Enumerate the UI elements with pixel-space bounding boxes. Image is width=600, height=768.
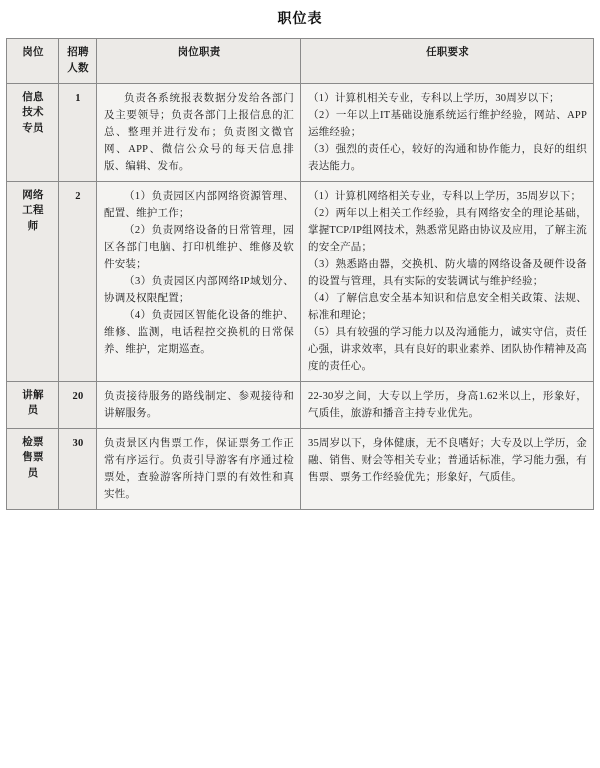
requirement-item: （4）了解信息安全基本知识和信息安全相关政策、法规、标准和理论； xyxy=(308,292,587,321)
cell-requirements xyxy=(301,181,594,381)
position-line-3: 专员 xyxy=(22,123,44,134)
requirement-item: 35周岁以下，身体健康，无不良嗜好；大专及以上学历，金融、销售、财会等相关专业；普通话标准，学习能力强，有售票、票务工作经验优先；形象好，气质佳。 xyxy=(308,437,587,483)
table-row xyxy=(7,428,594,509)
table-header-row xyxy=(7,39,594,84)
column-header-headcount xyxy=(59,39,97,84)
column-header-position xyxy=(7,39,59,84)
cell-requirements xyxy=(301,381,594,428)
requirement-item: （1）计算机相关专业，专科以上学历，30周岁以下； xyxy=(308,92,560,104)
page-title: 职位表 xyxy=(277,12,323,27)
cell-position xyxy=(7,381,59,428)
requirement-item: （2）两年以上相关工作经验，具有网络安全的理论基础，掌握TCP/IP组网技术，熟悉常见路由协议及应用，了解主流的安全产品； xyxy=(308,207,587,253)
column-header-position-line-1: 岗位 xyxy=(22,47,44,58)
document-page xyxy=(0,8,600,768)
requirement-item: 22-30岁之间，大专以上学历，身高1.62米以上，形象好，气质佳，旅游和播音主持专业优先。 xyxy=(308,390,587,419)
position-line-2: 员 xyxy=(27,405,39,417)
cell-requirements xyxy=(301,83,594,181)
cell-position xyxy=(7,428,59,509)
cell-requirements xyxy=(301,428,594,509)
requirement-item: （3）熟悉路由器，交换机、防火墙的网络设备及硬件设备的设置与管理，具有实际的安装调试与维护经验； xyxy=(308,258,587,287)
position-line-2: 工程 xyxy=(22,205,44,217)
column-header-duties-line-1: 岗位职责 xyxy=(177,47,221,58)
cell-duties xyxy=(97,381,301,428)
column-header-requirements xyxy=(301,39,594,84)
duty-item: 负责景区内售票工作，保证票务工作正常有序运行。负责引导游客有序通过检票处，查验游客所持门票的有效性和真实性。 xyxy=(104,437,294,500)
duty-item: 负责各系统报表数据分发给各部门及主要领导；负责各部门上报信息的汇总、整理并进行发布；负责图文微官网、APP、微信公众号的每天信息排版、编辑、发布。 xyxy=(104,92,294,172)
requirement-item: （1）计算机网络相关专业，专科以上学历，35周岁以下； xyxy=(308,190,582,202)
cell-duties xyxy=(97,181,301,381)
cell-position xyxy=(7,181,59,381)
column-header-headcount-line-2: 人数 xyxy=(67,62,89,74)
job-table xyxy=(6,38,594,510)
duty-item: 负责接待服务的路线制定、参观接待和讲解服务。 xyxy=(104,390,294,419)
table-row xyxy=(7,181,594,381)
cell-position xyxy=(7,83,59,181)
table-row xyxy=(7,381,594,428)
cell-duties xyxy=(97,83,301,181)
cell-headcount: 30 xyxy=(59,428,97,509)
duty-item: （2）负责网络设备的日常管理，园区各部门电脑、打印机维护、维修及软件安装； xyxy=(104,224,294,270)
table-row xyxy=(7,83,594,181)
cell-headcount: 20 xyxy=(59,381,97,428)
duty-item: （1）负责园区内部网络资源管理、配置、维护工作； xyxy=(104,190,294,219)
column-header-duties xyxy=(97,39,301,84)
cell-duties xyxy=(97,428,301,509)
cell-headcount: 2 xyxy=(59,181,97,381)
cell-headcount: 1 xyxy=(59,83,97,181)
column-header-requirements-line-1: 任职要求 xyxy=(426,47,469,58)
position-line-3: 师 xyxy=(27,221,39,232)
position-line-3: 员 xyxy=(27,468,39,479)
requirement-item: （5）具有较强的学习能力以及沟通能力，诚实守信，责任心强，讲求效率，具有良好的职业素养、团队协作精神及高度的责任心。 xyxy=(308,326,587,372)
position-line-1: 信息 xyxy=(22,91,44,103)
position-line-2: 技术 xyxy=(22,107,44,119)
requirement-item: （3）强烈的责任心，较好的沟通和协作能力，良好的组织表达能力。 xyxy=(308,143,587,172)
duty-item: （3）负责园区内部网络IP域划分、协调及权限配置； xyxy=(104,275,294,304)
position-line-2: 售票 xyxy=(22,452,44,464)
position-line-1: 检票 xyxy=(22,436,44,448)
position-line-1: 讲解 xyxy=(22,389,44,401)
position-line-1: 网络 xyxy=(22,189,44,201)
column-header-headcount-line-1: 招聘 xyxy=(67,47,89,58)
requirement-item: （2）一年以上IT基础设施系统运行维护经验，网站、APP运维经验； xyxy=(308,109,587,138)
duty-item: （4）负责园区智能化设备的维护、维修、监测，电话程控交换机的日常保养、维护，定期巡查。 xyxy=(104,309,294,355)
